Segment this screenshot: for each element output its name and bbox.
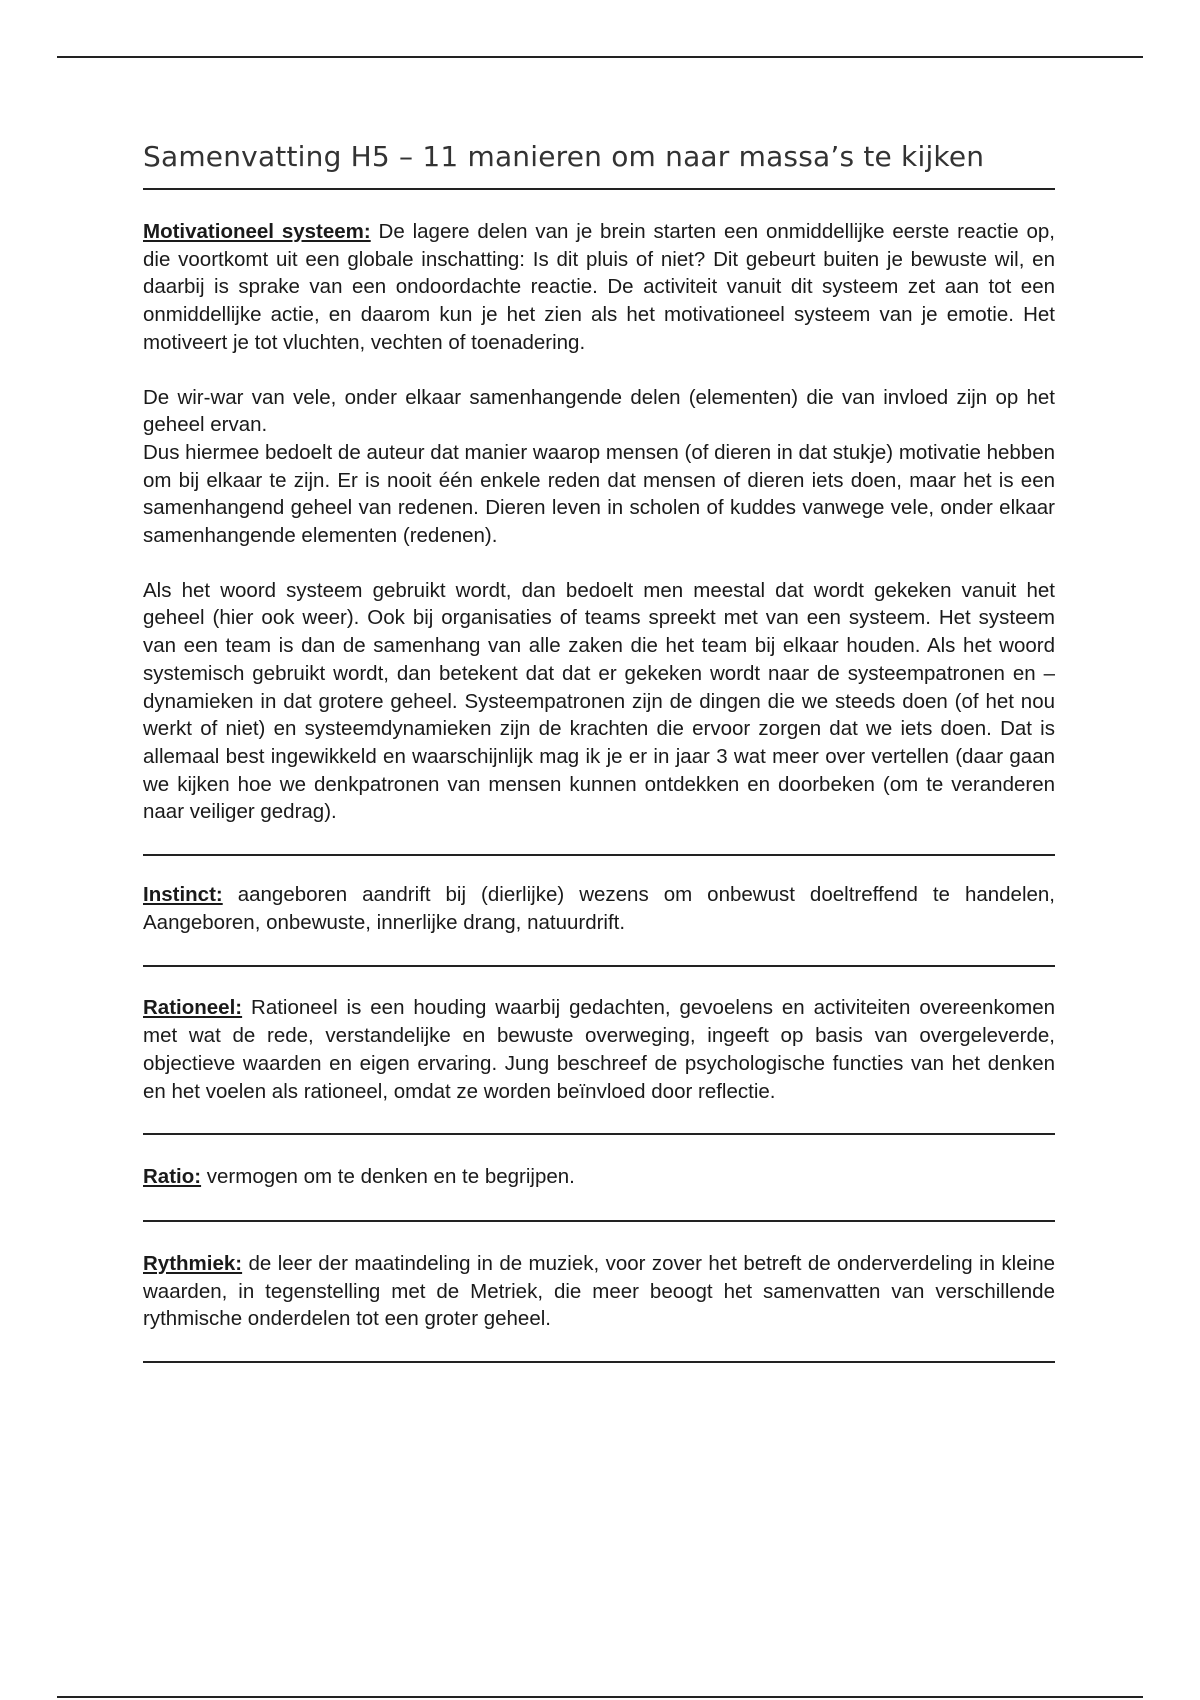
section-instinct — [143, 881, 1055, 936]
definition-paragraph — [143, 218, 1055, 357]
definition-paragraph — [143, 1163, 1055, 1191]
definition-text: Rationeel is een houding waarbij gedachten, gevoelens en activiteiten overeenkomen met wat de rede, verstandelijke en bewuste overweging, ingeeft op basis van overgeleverde, objectieve waarden en eigen ervaring. Jung beschreef de psychologische functies van het denken en het voelen als rationeel, omdat ze worden beïnvloed door reflectie. — [143, 996, 1055, 1103]
definition-text: vermogen om te denken en te begrijpen. — [201, 1165, 575, 1189]
document-body — [143, 138, 1055, 1363]
section-divider — [143, 965, 1055, 967]
definition-term: Ratio: — [143, 1165, 202, 1189]
paragraph-uitleg: Dus hiermee bedoelt de auteur dat manier waarop mensen (of dieren in dat stukje) motivatie hebben om bij elkaar te zijn. Er is nooit één enkele reden dat mensen of dieren iets doen, maar het is een samenhangend geheel van redenen. Dieren leven in scholen of kuddes vanwege vele, onder elkaar samenhangende elementen (redenen). — [143, 440, 1055, 548]
section-motivationeel-systeem — [143, 218, 1055, 826]
definition-term: Rationeel: — [143, 996, 243, 1020]
section-divider — [143, 1133, 1055, 1135]
section-divider — [143, 854, 1055, 856]
definition-text: De lagere delen van je brein starten een onmiddellijke eerste reactie op, die voortkomt uit een globale inschatting: Is dit pluis of niet? Dit gebeurt buiten je bewuste wil, en daarbij is sprake van een ondoordachte reactie. De activiteit vanuit dit systeem zet aan tot een onmiddellijke actie, en daarom kun je het zien als het motivationeel systeem van je emotie. Het motiveert je tot vluchten, vechten of toenadering. — [143, 220, 1055, 354]
section-divider — [143, 1220, 1055, 1222]
definition-term: Instinct: — [143, 883, 223, 907]
definition-term: Rythmiek: — [143, 1251, 243, 1275]
definition-text: aangeboren aandrift bij (dierlijke) wezens om onbewust doeltreffend te handelen, Aangeboren, onbewuste, innerlijke drang, natuurdrift. — [143, 883, 1055, 934]
section-ratio — [143, 1163, 1055, 1191]
section-rationeel — [143, 994, 1055, 1105]
paragraph-systeem: Als het woord systeem gebruikt wordt, dan bedoelt men meestal dat wordt gekeken vanuit het geheel (hier ook weer). Ook bij organisaties of teams spreekt met van een systeem. Het systeem van een team is dan de samenhang van alle zaken die het team bij elkaar houden. Als het woord systemisch gebruikt wordt, dan betekent dat dat er gekeken wordt naar de systeempatronen en –dynamieken in dat grotere geheel. Systeempatronen zijn de dingen die we steeds doen (of het nou werkt of niet) en systeemdynamieken zijn de krachten die ervoor zorgen dat we iets doen. Dat is allemaal best ingewikkeld en waarschijnlijk mag ik je er in jaar 3 wat meer over vertellen (daar gaan we kijken hoe we denkpatronen van mensen kunnen ontdekken en doorbeken (om te veranderen naar veiliger gedrag). — [143, 578, 1055, 824]
section-divider — [143, 1361, 1055, 1363]
definition-term: Motivationeel systeem: — [143, 220, 371, 243]
page-top-rule — [57, 56, 1143, 58]
definition-paragraph — [143, 1250, 1055, 1333]
page-bottom-rule — [57, 1696, 1143, 1698]
definition-paragraph — [143, 994, 1055, 1105]
section-divider — [143, 188, 1055, 190]
paragraph-wir-war: De wir-war van vele, onder elkaar samenhangende delen (elementen) die van invloed zijn op het geheel ervan. — [143, 385, 1055, 437]
section-rythmiek — [143, 1250, 1055, 1333]
document-title: Samenvatting H5 – 11 manieren om naar massa’s te kijken — [143, 140, 985, 173]
definition-paragraph — [143, 881, 1055, 936]
definition-text: de leer der maatindeling in de muziek, voor zover het betreft de onderverdeling in kleine waarden, in tegenstelling met de Metriek, die meer beoogt het samenvatten van verschillende rythmische onderdelen tot een groter geheel. — [143, 1251, 1055, 1331]
